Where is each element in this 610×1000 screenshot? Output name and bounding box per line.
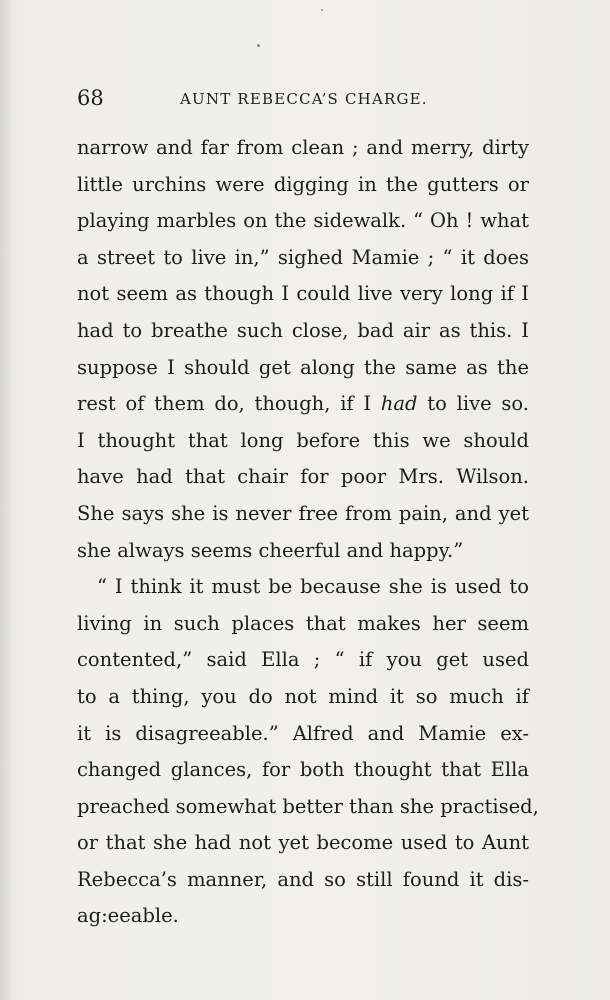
text-line: ag:eeable. [77, 904, 179, 928]
text-line: she always seems cheerful and happy.” [77, 538, 464, 562]
text-line: contented,” said Ella ; “ if you get used [77, 648, 529, 672]
text-line: or that she had not yet become used to Aunt [77, 831, 529, 855]
running-title: AUNT REBECCA’S CHARGE. [180, 90, 428, 108]
text-line: suppose I should get along the same as the [77, 355, 529, 379]
paper-speck [257, 44, 260, 47]
text-line: preached somewhat better than she practised, [77, 794, 539, 818]
text-segment: to live so. [417, 392, 529, 416]
text-line: I thought that long before this we should [77, 428, 529, 452]
text-line: a street to live in,” sighed Mamie ; “ it does [77, 245, 529, 269]
text-line: not seem as though I could live very long if I [77, 282, 529, 306]
paper-speck [321, 9, 323, 11]
text-line: had to breathe such close, bad air as this. I [77, 318, 529, 342]
page-number: 68 [77, 86, 104, 110]
text-line: playing marbles on the sidewalk. “ Oh ! what [77, 209, 529, 233]
paragraph-first-line: “ I think it must be because she is used to [97, 575, 529, 599]
body-text [77, 130, 539, 935]
text-line: changed glances, for both thought that Ella [77, 758, 529, 782]
text-line: narrow and far from clean ; and merry, dirty [77, 136, 529, 159]
text-line: living in such places that makes her seem [77, 611, 529, 635]
text-line: have had that chair for poor Mrs. Wilson. [77, 465, 529, 489]
page-header [77, 86, 527, 116]
text-line-with-emphasis [77, 386, 529, 423]
text-line: little urchins were digging in the gutters or [77, 172, 529, 196]
text-line: She says she is never free from pain, and yet [77, 501, 529, 525]
text-line: Rebecca’s manner, and so still found it dis- [77, 867, 529, 891]
text-line: it is disagreeable.” Alfred and Mamie ex- [77, 721, 529, 745]
text-segment: rest of them do, though, if I [77, 392, 381, 416]
page-shadow [0, 0, 14, 1000]
italic-word: had [380, 392, 418, 416]
text-line: to a thing, you do not mind it so much if [77, 684, 529, 708]
